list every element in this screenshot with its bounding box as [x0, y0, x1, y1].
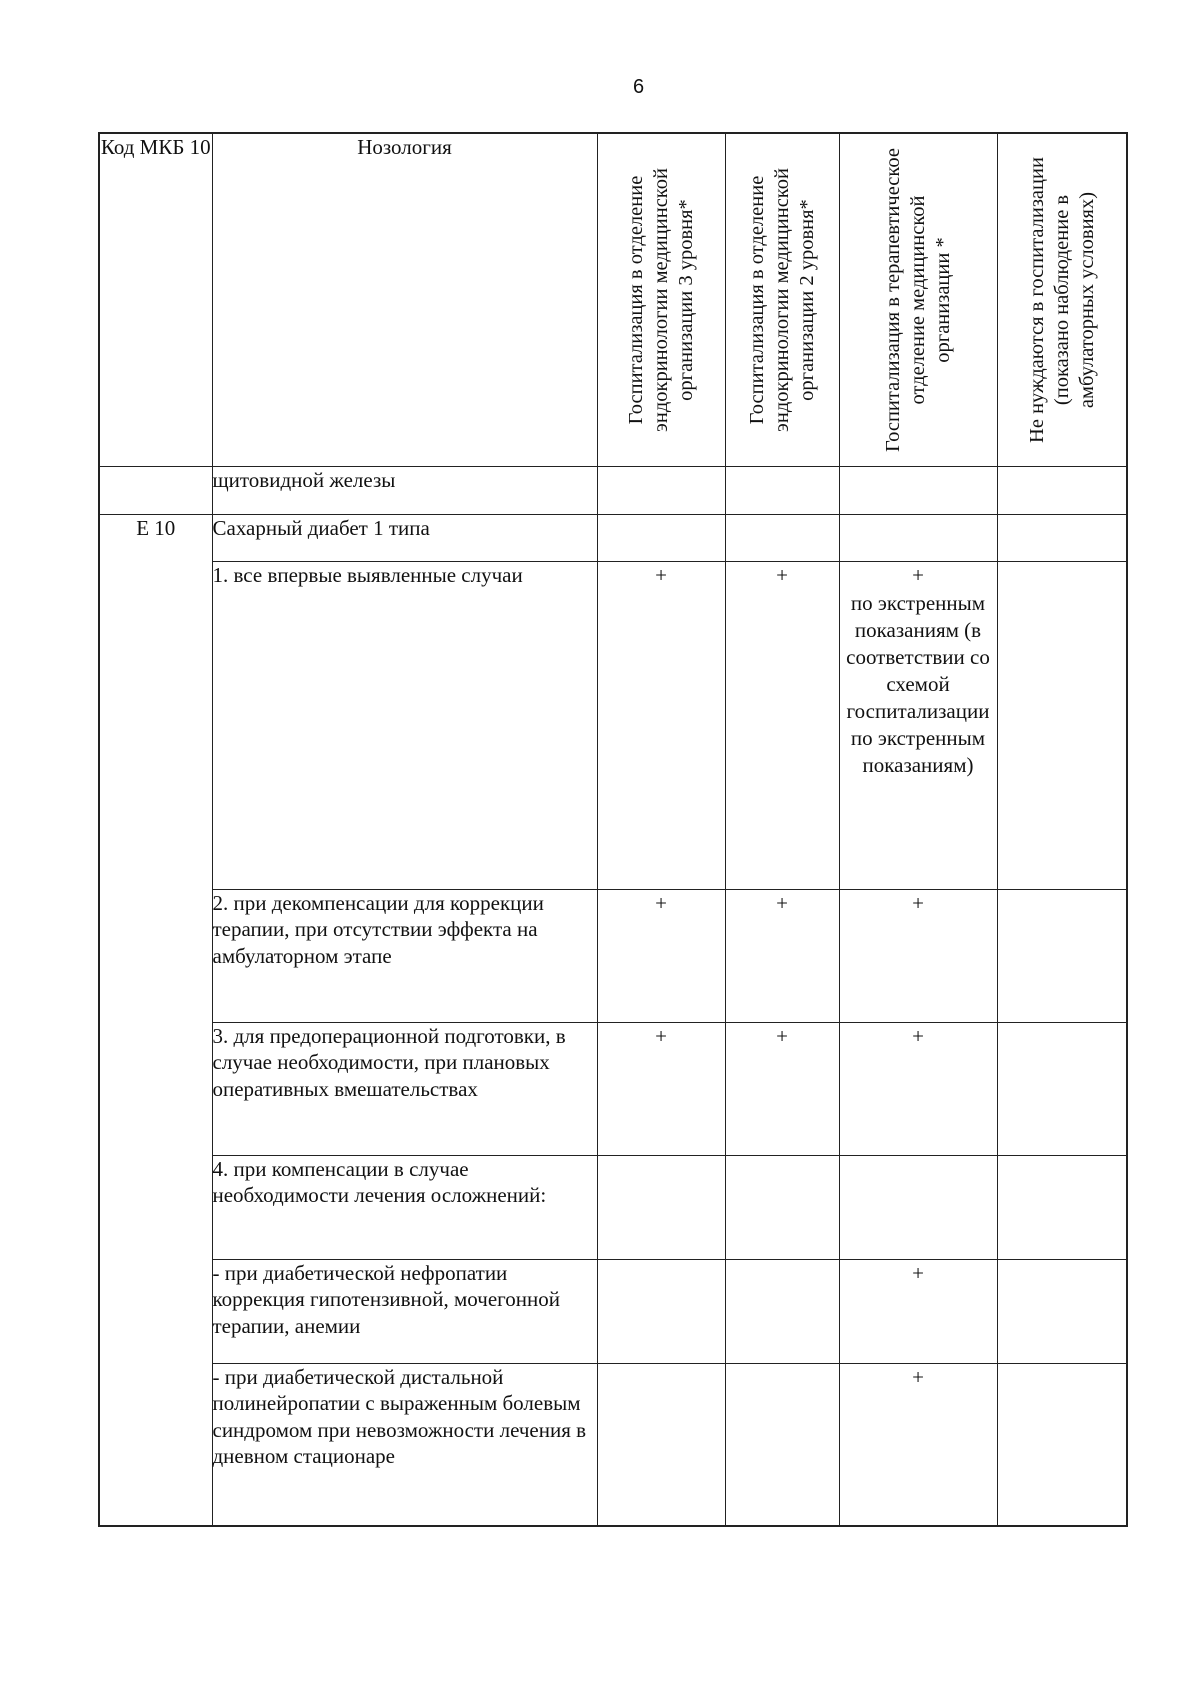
- level3-cell: +: [597, 562, 725, 890]
- nosology-cell: 4. при компенсации в случае необходимости лечения осложнений:: [212, 1156, 597, 1260]
- code-cell: [99, 467, 212, 515]
- level3-cell: [597, 1156, 725, 1260]
- level2-cell: [725, 515, 839, 562]
- none-cell: [997, 1260, 1127, 1364]
- level2-cell: [725, 1156, 839, 1260]
- header-nosology: Нозология: [212, 133, 597, 467]
- level3-cell: [597, 515, 725, 562]
- level2-cell: [725, 1260, 839, 1364]
- table-row: [99, 467, 1127, 515]
- level2-cell: +: [725, 1023, 839, 1156]
- nosology-cell: 3. для предоперационной подготовки, в случае необходимости, при плановых оперативных вмешательствах: [212, 1023, 597, 1156]
- table-row: [99, 515, 1127, 562]
- table-row: [99, 1260, 1127, 1364]
- table-row: [99, 562, 1127, 890]
- therapy-cell: [839, 562, 997, 890]
- therapy-cell: [839, 467, 997, 515]
- none-cell: [997, 515, 1127, 562]
- header-none-text: Не нуждаются в госпитализации (показано наблюдение в амбулаторных условиях): [1025, 157, 1098, 443]
- level3-cell: +: [597, 1023, 725, 1156]
- header-therapy: [839, 133, 997, 467]
- header-level3: [597, 133, 725, 467]
- therapy-cell: [839, 1156, 997, 1260]
- nosology-cell: щитовидной железы: [212, 467, 597, 515]
- none-cell: [997, 1156, 1127, 1260]
- table-row: [99, 1156, 1127, 1260]
- level2-cell: [725, 467, 839, 515]
- level2-cell: +: [725, 890, 839, 1023]
- table-row: [99, 1364, 1127, 1526]
- none-cell: [997, 890, 1127, 1023]
- header-therapy-text: Госпитализация в терапевтическое отделение медицинской организации *: [881, 148, 954, 452]
- nosology-cell: - при диабетической нефропатии коррекция гипотензивной, мочегонной терапии, анемии: [212, 1260, 597, 1364]
- table-row: [99, 890, 1127, 1023]
- none-cell: [997, 562, 1127, 890]
- level3-cell: +: [597, 890, 725, 1023]
- level3-cell: [597, 1260, 725, 1364]
- none-cell: [997, 1364, 1127, 1526]
- nosology-cell: - при диабетической дистальной полинейропатии с выраженным болевым синдромом при невозможности лечения в дневном стационаре: [212, 1364, 597, 1526]
- table-header-row: [99, 133, 1127, 467]
- none-cell: [997, 467, 1127, 515]
- header-level3-text: Госпитализация в отделение эндокринологии медицинской организации 3 уровня*: [624, 168, 697, 432]
- therapy-cell: +: [839, 1023, 997, 1156]
- page-number: 6: [632, 76, 645, 98]
- header-level2-text: Госпитализация в отделение эндокринологии медицинской организации 2 уровня*: [745, 168, 818, 432]
- level3-cell: [597, 467, 725, 515]
- none-cell: [997, 1023, 1127, 1156]
- therapy-plus: +: [912, 563, 924, 587]
- header-level2: [725, 133, 839, 467]
- therapy-cell: [839, 515, 997, 562]
- table-row: [99, 1023, 1127, 1156]
- hospitalization-table: [98, 132, 1128, 1527]
- therapy-cell: +: [839, 890, 997, 1023]
- header-code: Код МКБ 10: [99, 133, 212, 467]
- code-cell: Е 10: [99, 515, 212, 1526]
- nosology-cell: 2. при декомпенсации для коррекции терапии, при отсутствии эффекта на амбулаторном этапе: [212, 890, 597, 1023]
- level2-cell: [725, 1364, 839, 1526]
- therapy-cell: +: [839, 1260, 997, 1364]
- level2-cell: +: [725, 562, 839, 890]
- level3-cell: [597, 1364, 725, 1526]
- nosology-cell: Сахарный диабет 1 типа: [212, 515, 597, 562]
- nosology-cell: 1. все впервые выявленные случаи: [212, 562, 597, 890]
- therapy-note: по экстренным показаниям (в соответствии со схемой госпитализации по экстренным показаниям): [846, 591, 990, 777]
- therapy-cell: +: [839, 1364, 997, 1526]
- header-none: [997, 133, 1127, 467]
